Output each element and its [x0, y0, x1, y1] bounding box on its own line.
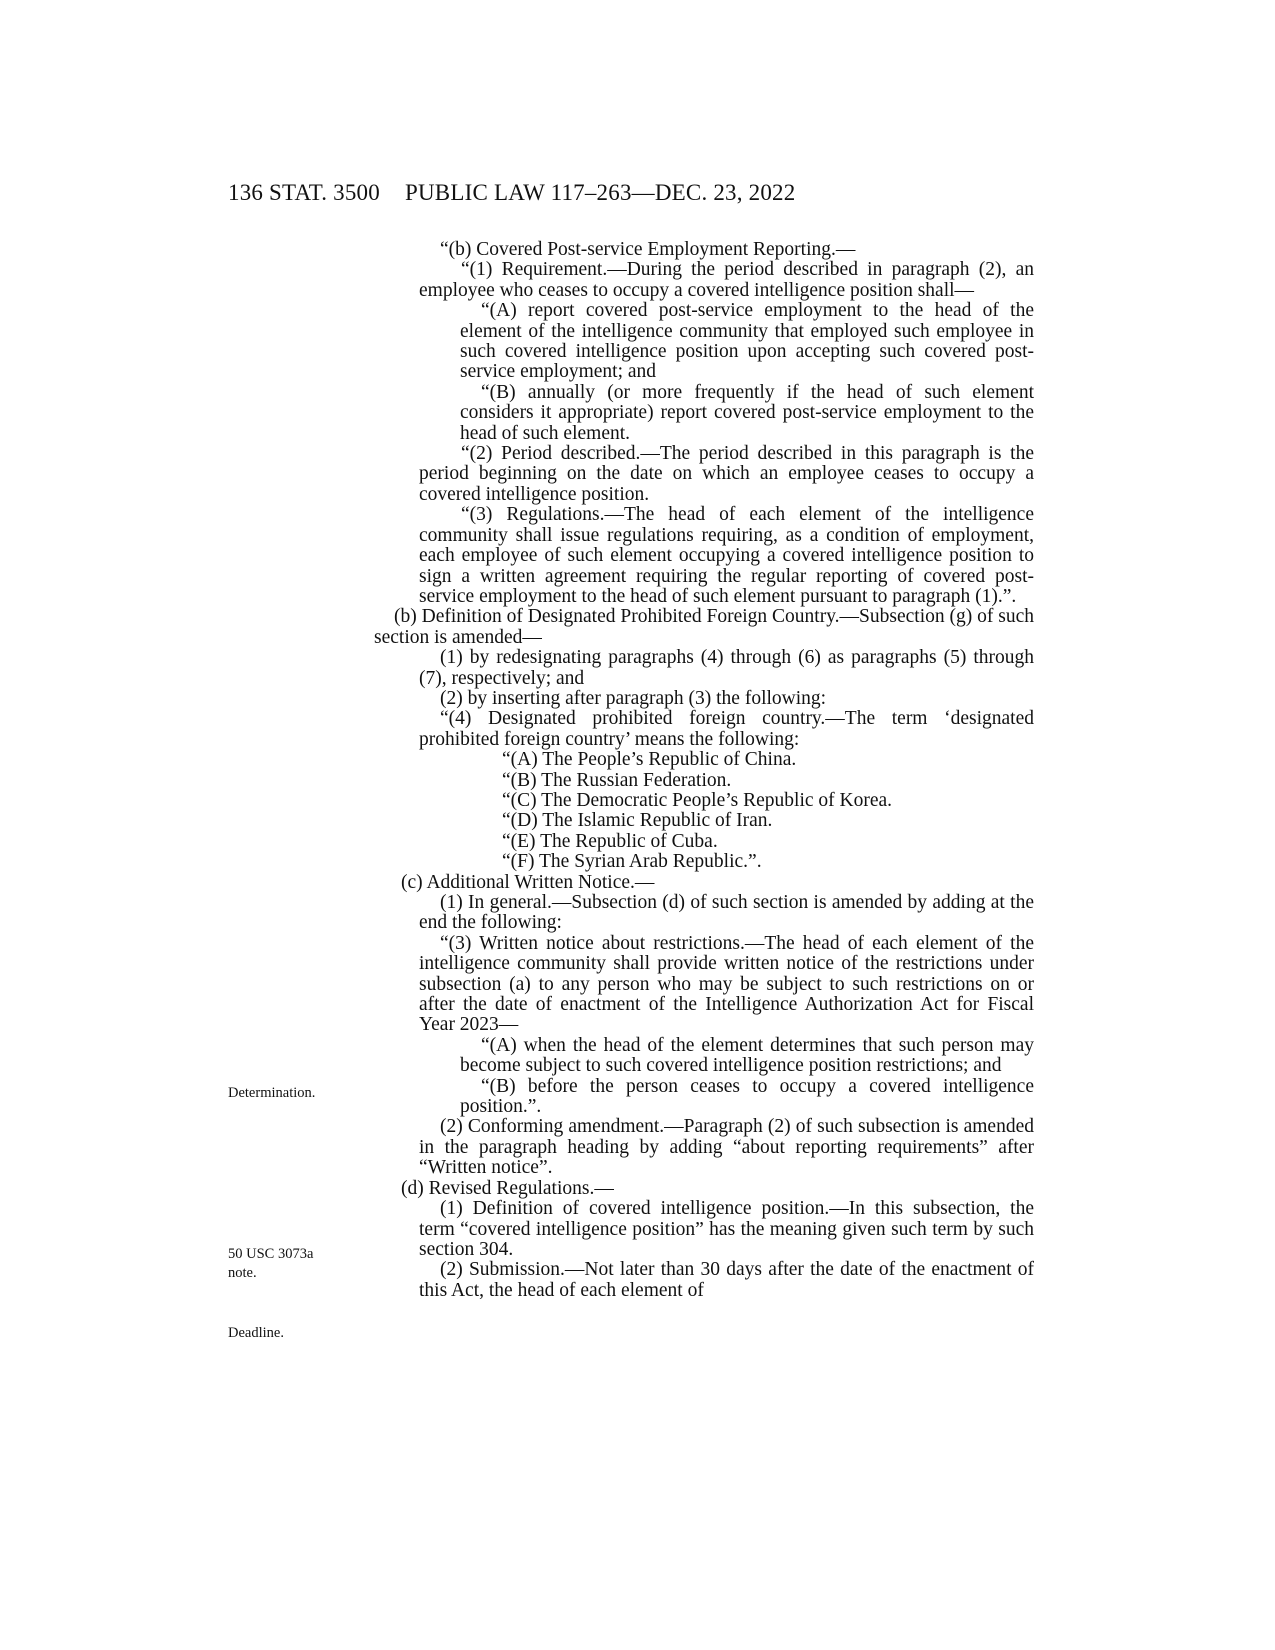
country-item: “(F) The Syrian Arab Republic.”.: [502, 851, 762, 873]
margin-note-usc-line1: 50 USC 3073a: [228, 1246, 314, 1262]
country-item: “(E) The Republic of Cuba.: [502, 830, 718, 852]
section-d-item-1: (1) Definition of covered intelligence position.—In this subsection, the term “covered intelligence position” has the meaning given such term by such section 304.: [419, 1198, 1034, 1260]
section-d-item-2: (2) Submission.—Not later than 30 days after the date of the enactment of this Act, the head of each element of: [419, 1259, 1034, 1301]
subparagraph-c3A: “(A) when the head of the element determines that such person may become subject to such covered intelligence position restrictions; and: [460, 1034, 1034, 1077]
subsection-b-heading: “(b) Covered Post-service Employment Reporting.—: [440, 239, 856, 260]
country-item: “(C) The Democratic People’s Republic of Korea.: [502, 789, 893, 811]
subparagraph-c3B: “(B) before the person ceases to occupy a covered intelligence position.”.: [460, 1075, 1034, 1118]
section-c-heading: (c) Additional Written Notice.—: [401, 871, 655, 893]
margin-note-usc: [228, 1245, 313, 1283]
country-item: “(D) The Islamic Republic of Iran.: [502, 810, 773, 832]
statute-body: [374, 240, 1034, 1301]
definition-4: “(4) Designated prohibited foreign country.—The term ‘designated prohibited foreign country’ means the following:: [419, 708, 1034, 750]
paragraph-b1-requirement: “(1) Requirement.—During the period described in paragraph (2), an employee who ceases to occupy a covered intelligence position shall—: [419, 259, 1034, 301]
section-c-item-1: (1) In general.—Subsection (d) of such section is amended by adding at the end the following:: [419, 892, 1034, 934]
section-c-item-2: (2) Conforming amendment.—Paragraph (2) of such subsection is amended in the paragraph heading by adding “about reporting requirements” after “Written notice”.: [419, 1116, 1034, 1179]
section-b-definition: (b) Definition of Designated Prohibited Foreign Country.—Subsection (g) of such section is amended—: [374, 606, 1034, 648]
section-d-heading: (d) Revised Regulations.—: [401, 1177, 614, 1199]
margin-note-determination: Determination.: [228, 1085, 316, 1101]
subparagraph-b1B: “(B) annually (or more frequently if the head of such element considers it appropriate) report covered post-service employment to the head of such element.: [460, 381, 1034, 444]
margin-note-usc-line2: note.: [228, 1265, 257, 1281]
paragraph-c3-written-notice: “(3) Written notice about restrictions.—The head of each element of the intelligence community shall provide written notice of the restrictions under subsection (a) to any person who may be subject to such restrictions on or after the date of enactment of the Intelligence Authorization Act for Fiscal Year 2023—: [419, 932, 1034, 1036]
margin-note-deadline: Deadline.: [228, 1325, 284, 1341]
page-running-title: PUBLIC LAW 117–263—DEC. 23, 2022: [405, 180, 796, 205]
subparagraph-b1A: “(A) report covered post-service employment to the head of the element of the intelligence community that employed such employee in such covered intelligence position upon accepting such covered post-service employment; and: [460, 300, 1034, 383]
country-item: “(A) The People’s Republic of China.: [502, 749, 797, 771]
country-item: “(B) The Russian Federation.: [502, 769, 732, 791]
section-b-item-1: (1) by redesignating paragraphs (4) through (6) as paragraphs (5) through (7), respectively; and: [419, 647, 1034, 689]
page-stat-citation: 136 STAT. 3500: [228, 180, 380, 205]
paragraph-b2-period: “(2) Period described.—The period described in this paragraph is the period beginning on the date on which an employee ceases to occupy a covered intelligence position.: [419, 443, 1034, 505]
paragraph-b3-regulations: “(3) Regulations.—The head of each element of the intelligence community shall issue regulations requiring, as a condition of employment, each employee of such element occupying a covered intelligence position to sign a written agreement requiring the regular reporting of covered post-service employment to the head of such element pursuant to paragraph (1).”.: [419, 504, 1034, 607]
section-b-item-2: (2) by inserting after paragraph (3) the following:: [440, 687, 827, 709]
